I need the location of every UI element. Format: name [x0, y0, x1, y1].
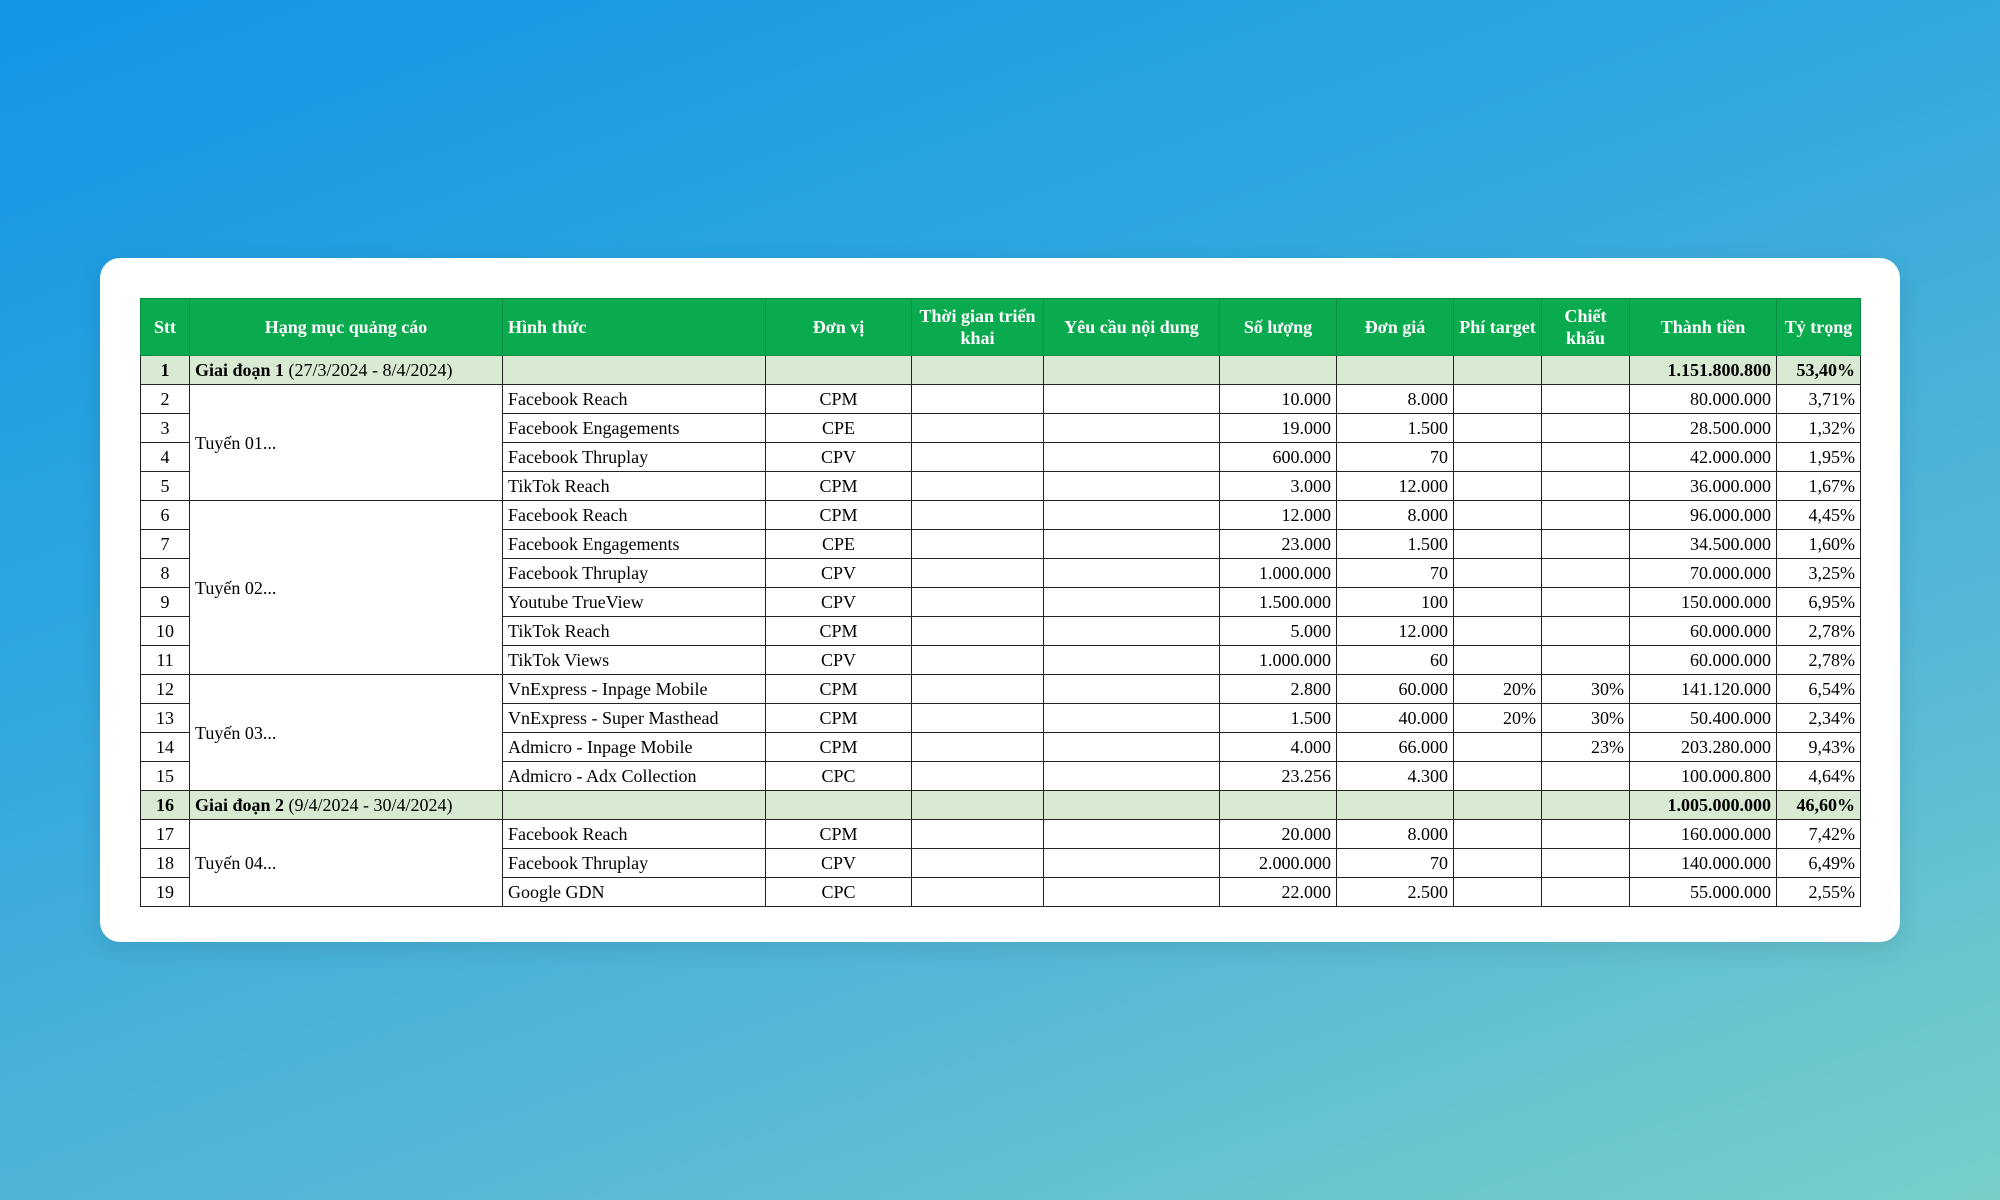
cell-time[interactable] — [912, 646, 1044, 675]
cell-time[interactable] — [912, 617, 1044, 646]
cell-discount[interactable] — [1542, 414, 1630, 443]
cell-stt[interactable]: 1 — [141, 356, 190, 385]
cell-amount[interactable]: 203.280.000 — [1630, 733, 1777, 762]
cell-discount[interactable] — [1542, 588, 1630, 617]
cell-empty[interactable] — [1542, 356, 1630, 385]
cell-quantity[interactable]: 22.000 — [1220, 878, 1337, 907]
cell-format[interactable]: VnExpress - Inpage Mobile — [503, 675, 766, 704]
cell-time[interactable] — [912, 414, 1044, 443]
cell-empty[interactable] — [912, 791, 1044, 820]
cell-content[interactable] — [1044, 646, 1220, 675]
cell-share[interactable]: 46,60% — [1777, 791, 1861, 820]
cell-amount[interactable]: 70.000.000 — [1630, 559, 1777, 588]
cell-content[interactable] — [1044, 762, 1220, 791]
cell-format[interactable]: TikTok Reach — [503, 617, 766, 646]
cell-unit[interactable]: CPE — [766, 530, 912, 559]
cell-share[interactable]: 2,34% — [1777, 704, 1861, 733]
cell-format[interactable]: Facebook Reach — [503, 501, 766, 530]
cell-price[interactable]: 12.000 — [1337, 617, 1454, 646]
cell-amount[interactable]: 60.000.000 — [1630, 617, 1777, 646]
cell-share[interactable]: 1,32% — [1777, 414, 1861, 443]
cell-time[interactable] — [912, 472, 1044, 501]
cell-price[interactable]: 60 — [1337, 646, 1454, 675]
cell-quantity[interactable]: 4.000 — [1220, 733, 1337, 762]
header-row — [141, 299, 1861, 356]
cell-target-fee[interactable] — [1454, 559, 1542, 588]
cell-target-fee[interactable] — [1454, 385, 1542, 414]
cell-target-fee[interactable] — [1454, 733, 1542, 762]
cell-share[interactable]: 1,60% — [1777, 530, 1861, 559]
cell-price[interactable]: 12.000 — [1337, 472, 1454, 501]
cell-unit[interactable]: CPM — [766, 704, 912, 733]
cell-price[interactable]: 4.300 — [1337, 762, 1454, 791]
header-quantity[interactable]: Số lượng — [1220, 299, 1337, 356]
cell-unit[interactable]: CPM — [766, 617, 912, 646]
cell-discount[interactable] — [1542, 530, 1630, 559]
cell-quantity[interactable]: 3.000 — [1220, 472, 1337, 501]
cell-content[interactable] — [1044, 704, 1220, 733]
cell-amount[interactable]: 55.000.000 — [1630, 878, 1777, 907]
cell-content[interactable] — [1044, 501, 1220, 530]
cell-stt[interactable]: 10 — [141, 617, 190, 646]
cell-time[interactable] — [912, 704, 1044, 733]
cell-route-group[interactable]: Tuyến 03... — [190, 675, 503, 791]
cell-share[interactable]: 2,55% — [1777, 878, 1861, 907]
cell-share[interactable]: 6,49% — [1777, 849, 1861, 878]
cell-format[interactable]: Facebook Thruplay — [503, 849, 766, 878]
header-content[interactable]: Yêu cầu nội dung — [1044, 299, 1220, 356]
cell-amount[interactable]: 60.000.000 — [1630, 646, 1777, 675]
cell-empty[interactable] — [912, 356, 1044, 385]
cell-target-fee[interactable] — [1454, 849, 1542, 878]
cell-target-fee[interactable] — [1454, 617, 1542, 646]
cell-target-fee[interactable] — [1454, 820, 1542, 849]
cell-target-fee[interactable] — [1454, 501, 1542, 530]
cell-content[interactable] — [1044, 443, 1220, 472]
cell-price[interactable]: 66.000 — [1337, 733, 1454, 762]
cell-discount[interactable] — [1542, 559, 1630, 588]
phase-dates: (27/3/2024 - 8/4/2024) — [288, 360, 453, 380]
cell-unit[interactable]: CPM — [766, 472, 912, 501]
cell-empty[interactable] — [1220, 356, 1337, 385]
cell-format[interactable]: VnExpress - Super Masthead — [503, 704, 766, 733]
cell-discount[interactable] — [1542, 762, 1630, 791]
cell-route-group[interactable]: Tuyến 02... — [190, 501, 503, 675]
cell-stt[interactable]: 18 — [141, 849, 190, 878]
cell-unit[interactable]: CPV — [766, 559, 912, 588]
cell-time[interactable] — [912, 501, 1044, 530]
cell-time[interactable] — [912, 530, 1044, 559]
cell-unit[interactable]: CPM — [766, 820, 912, 849]
cell-content[interactable] — [1044, 617, 1220, 646]
cell-amount[interactable]: 150.000.000 — [1630, 588, 1777, 617]
cell-time[interactable] — [912, 733, 1044, 762]
cell-unit[interactable]: CPV — [766, 849, 912, 878]
cell-stt[interactable]: 15 — [141, 762, 190, 791]
cell-target-fee[interactable]: 20% — [1454, 675, 1542, 704]
cell-share[interactable]: 4,64% — [1777, 762, 1861, 791]
cell-amount[interactable]: 160.000.000 — [1630, 820, 1777, 849]
cell-price[interactable]: 100 — [1337, 588, 1454, 617]
cell-price[interactable]: 70 — [1337, 849, 1454, 878]
cell-target-fee[interactable] — [1454, 530, 1542, 559]
cell-time[interactable] — [912, 762, 1044, 791]
cell-target-fee[interactable] — [1454, 414, 1542, 443]
cell-quantity[interactable]: 2.000.000 — [1220, 849, 1337, 878]
cell-quantity[interactable]: 600.000 — [1220, 443, 1337, 472]
cell-amount[interactable]: 96.000.000 — [1630, 501, 1777, 530]
cell-stt[interactable]: 19 — [141, 878, 190, 907]
cell-time[interactable] — [912, 588, 1044, 617]
cell-share[interactable]: 3,25% — [1777, 559, 1861, 588]
cell-unit[interactable]: CPM — [766, 385, 912, 414]
cell-amount[interactable]: 1.151.800.800 — [1630, 356, 1777, 385]
cell-empty[interactable] — [1220, 791, 1337, 820]
header-amount[interactable]: Thành tiền — [1630, 299, 1777, 356]
cell-stt[interactable]: 14 — [141, 733, 190, 762]
cell-amount[interactable]: 50.400.000 — [1630, 704, 1777, 733]
cell-stt[interactable]: 4 — [141, 443, 190, 472]
spreadsheet-card — [100, 258, 1900, 942]
cell-price[interactable]: 40.000 — [1337, 704, 1454, 733]
cell-stt[interactable]: 17 — [141, 820, 190, 849]
cell-quantity[interactable]: 12.000 — [1220, 501, 1337, 530]
cell-content[interactable] — [1044, 733, 1220, 762]
cell-share[interactable]: 4,45% — [1777, 501, 1861, 530]
cell-quantity[interactable]: 1.500.000 — [1220, 588, 1337, 617]
cell-amount[interactable]: 140.000.000 — [1630, 849, 1777, 878]
cell-unit[interactable]: CPC — [766, 878, 912, 907]
cell-price[interactable]: 8.000 — [1337, 501, 1454, 530]
phase-row — [141, 791, 1861, 820]
cell-empty[interactable] — [1454, 356, 1542, 385]
cell-format[interactable]: Admicro - Adx Collection — [503, 762, 766, 791]
cell-stt[interactable]: 11 — [141, 646, 190, 675]
table-row — [141, 501, 1861, 530]
cell-unit[interactable]: CPM — [766, 501, 912, 530]
header-stt[interactable]: Stt — [141, 299, 190, 356]
cell-unit[interactable]: CPV — [766, 443, 912, 472]
cell-amount[interactable]: 100.000.800 — [1630, 762, 1777, 791]
cell-discount[interactable]: 30% — [1542, 675, 1630, 704]
cell-quantity[interactable]: 1.000.000 — [1220, 646, 1337, 675]
phase-name: Giai đoạn 1 — [195, 360, 285, 380]
cell-content[interactable] — [1044, 588, 1220, 617]
header-time[interactable]: Thời gian triển khai — [912, 299, 1044, 356]
cell-quantity[interactable]: 23.000 — [1220, 530, 1337, 559]
cell-share[interactable]: 3,71% — [1777, 385, 1861, 414]
cell-stt[interactable]: 6 — [141, 501, 190, 530]
cell-stt[interactable]: 13 — [141, 704, 190, 733]
cell-quantity[interactable]: 5.000 — [1220, 617, 1337, 646]
cell-share[interactable]: 7,42% — [1777, 820, 1861, 849]
table-row — [141, 675, 1861, 704]
cell-price[interactable]: 1.500 — [1337, 530, 1454, 559]
cell-target-fee[interactable] — [1454, 762, 1542, 791]
cell-amount[interactable]: 80.000.000 — [1630, 385, 1777, 414]
cell-format[interactable]: Youtube TrueView — [503, 588, 766, 617]
cell-time[interactable] — [912, 820, 1044, 849]
cell-content[interactable] — [1044, 820, 1220, 849]
cell-discount[interactable] — [1542, 617, 1630, 646]
cell-format[interactable]: Admicro - Inpage Mobile — [503, 733, 766, 762]
cell-stt[interactable]: 12 — [141, 675, 190, 704]
cell-share[interactable]: 2,78% — [1777, 617, 1861, 646]
phase-dates: (9/4/2024 - 30/4/2024) — [288, 795, 453, 815]
cell-quantity[interactable]: 1.500 — [1220, 704, 1337, 733]
header-price[interactable]: Đơn giá — [1337, 299, 1454, 356]
cell-time[interactable] — [912, 559, 1044, 588]
cell-discount[interactable] — [1542, 646, 1630, 675]
cell-stt[interactable]: 7 — [141, 530, 190, 559]
cell-empty[interactable] — [766, 791, 912, 820]
cell-discount[interactable]: 30% — [1542, 704, 1630, 733]
cell-empty[interactable] — [1542, 791, 1630, 820]
cell-target-fee[interactable] — [1454, 443, 1542, 472]
cell-stt[interactable]: 8 — [141, 559, 190, 588]
cell-unit[interactable]: CPM — [766, 733, 912, 762]
header-format[interactable]: Hình thức — [503, 299, 766, 356]
cell-stt[interactable]: 5 — [141, 472, 190, 501]
cell-content[interactable] — [1044, 675, 1220, 704]
table-row — [141, 385, 1861, 414]
cell-content[interactable] — [1044, 559, 1220, 588]
cell-share[interactable]: 2,78% — [1777, 646, 1861, 675]
cell-empty[interactable] — [1044, 791, 1220, 820]
cell-target-fee[interactable] — [1454, 472, 1542, 501]
cell-content[interactable] — [1044, 472, 1220, 501]
cell-quantity[interactable]: 23.256 — [1220, 762, 1337, 791]
phase-name: Giai đoạn 2 — [195, 795, 285, 815]
cell-discount[interactable]: 23% — [1542, 733, 1630, 762]
cell-time[interactable] — [912, 849, 1044, 878]
cell-route-group[interactable]: Tuyến 01... — [190, 385, 503, 501]
cell-stt[interactable]: 16 — [141, 791, 190, 820]
cell-format[interactable]: Facebook Reach — [503, 385, 766, 414]
cell-quantity[interactable]: 2.800 — [1220, 675, 1337, 704]
cell-price[interactable]: 70 — [1337, 559, 1454, 588]
cell-time[interactable] — [912, 443, 1044, 472]
cell-price[interactable]: 70 — [1337, 443, 1454, 472]
cell-empty[interactable] — [503, 791, 766, 820]
cell-amount[interactable]: 42.000.000 — [1630, 443, 1777, 472]
cell-phase-name[interactable] — [190, 791, 503, 820]
cell-format[interactable]: TikTok Views — [503, 646, 766, 675]
cell-discount[interactable] — [1542, 501, 1630, 530]
cell-price[interactable]: 2.500 — [1337, 878, 1454, 907]
header-discount[interactable]: Chiết khấu — [1542, 299, 1630, 356]
cell-share[interactable]: 9,43% — [1777, 733, 1861, 762]
cell-quantity[interactable]: 1.000.000 — [1220, 559, 1337, 588]
cell-amount[interactable]: 36.000.000 — [1630, 472, 1777, 501]
cell-unit[interactable]: CPV — [766, 646, 912, 675]
cell-discount[interactable] — [1542, 385, 1630, 414]
cell-price[interactable]: 8.000 — [1337, 385, 1454, 414]
cell-content[interactable] — [1044, 530, 1220, 559]
cell-discount[interactable] — [1542, 849, 1630, 878]
cell-phase-name[interactable] — [190, 356, 503, 385]
cell-unit[interactable]: CPC — [766, 762, 912, 791]
cell-content[interactable] — [1044, 849, 1220, 878]
cell-target-fee[interactable]: 20% — [1454, 704, 1542, 733]
cell-unit[interactable]: CPV — [766, 588, 912, 617]
cell-discount[interactable] — [1542, 878, 1630, 907]
cell-empty[interactable] — [766, 356, 912, 385]
cell-share[interactable]: 1,67% — [1777, 472, 1861, 501]
cell-share[interactable]: 6,54% — [1777, 675, 1861, 704]
cell-time[interactable] — [912, 878, 1044, 907]
header-share[interactable]: Tỷ trọng — [1777, 299, 1861, 356]
table-body — [141, 356, 1861, 907]
cell-amount[interactable]: 141.120.000 — [1630, 675, 1777, 704]
table-row — [141, 820, 1861, 849]
cell-discount[interactable] — [1542, 820, 1630, 849]
cell-unit[interactable]: CPM — [766, 675, 912, 704]
header-target-fee[interactable]: Phí target — [1454, 299, 1542, 356]
cell-format[interactable]: Facebook Thruplay — [503, 443, 766, 472]
cell-quantity[interactable]: 10.000 — [1220, 385, 1337, 414]
cell-format[interactable]: TikTok Reach — [503, 472, 766, 501]
cell-price[interactable]: 60.000 — [1337, 675, 1454, 704]
cell-target-fee[interactable] — [1454, 588, 1542, 617]
cell-stt[interactable]: 3 — [141, 414, 190, 443]
cell-format[interactable]: Facebook Engagements — [503, 414, 766, 443]
cell-empty[interactable] — [1337, 791, 1454, 820]
cell-target-fee[interactable] — [1454, 646, 1542, 675]
cell-content[interactable] — [1044, 414, 1220, 443]
header-category[interactable]: Hạng mục quảng cáo — [190, 299, 503, 356]
header-unit[interactable]: Đơn vị — [766, 299, 912, 356]
cell-stt[interactable]: 9 — [141, 588, 190, 617]
cell-empty[interactable] — [1454, 791, 1542, 820]
cell-format[interactable]: Google GDN — [503, 878, 766, 907]
cell-share[interactable]: 1,95% — [1777, 443, 1861, 472]
cell-quantity[interactable]: 20.000 — [1220, 820, 1337, 849]
cell-quantity[interactable]: 19.000 — [1220, 414, 1337, 443]
cell-amount[interactable]: 1.005.000.000 — [1630, 791, 1777, 820]
cell-unit[interactable]: CPE — [766, 414, 912, 443]
cell-format[interactable]: Facebook Engagements — [503, 530, 766, 559]
cell-amount[interactable]: 28.500.000 — [1630, 414, 1777, 443]
cell-amount[interactable]: 34.500.000 — [1630, 530, 1777, 559]
cell-time[interactable] — [912, 385, 1044, 414]
cell-discount[interactable] — [1542, 472, 1630, 501]
cell-format[interactable]: Facebook Reach — [503, 820, 766, 849]
cell-price[interactable]: 1.500 — [1337, 414, 1454, 443]
cell-time[interactable] — [912, 675, 1044, 704]
cell-price[interactable]: 8.000 — [1337, 820, 1454, 849]
cell-route-group[interactable]: Tuyến 04... — [190, 820, 503, 907]
phase-row — [141, 356, 1861, 385]
cell-format[interactable]: Facebook Thruplay — [503, 559, 766, 588]
cell-stt[interactable]: 2 — [141, 385, 190, 414]
cell-content[interactable] — [1044, 878, 1220, 907]
cell-target-fee[interactable] — [1454, 878, 1542, 907]
cell-share[interactable]: 6,95% — [1777, 588, 1861, 617]
cell-share[interactable]: 53,40% — [1777, 356, 1861, 385]
cell-discount[interactable] — [1542, 443, 1630, 472]
ad-plan-table — [140, 298, 1861, 907]
cell-empty[interactable] — [1044, 356, 1220, 385]
cell-empty[interactable] — [503, 356, 766, 385]
cell-content[interactable] — [1044, 385, 1220, 414]
cell-empty[interactable] — [1337, 356, 1454, 385]
